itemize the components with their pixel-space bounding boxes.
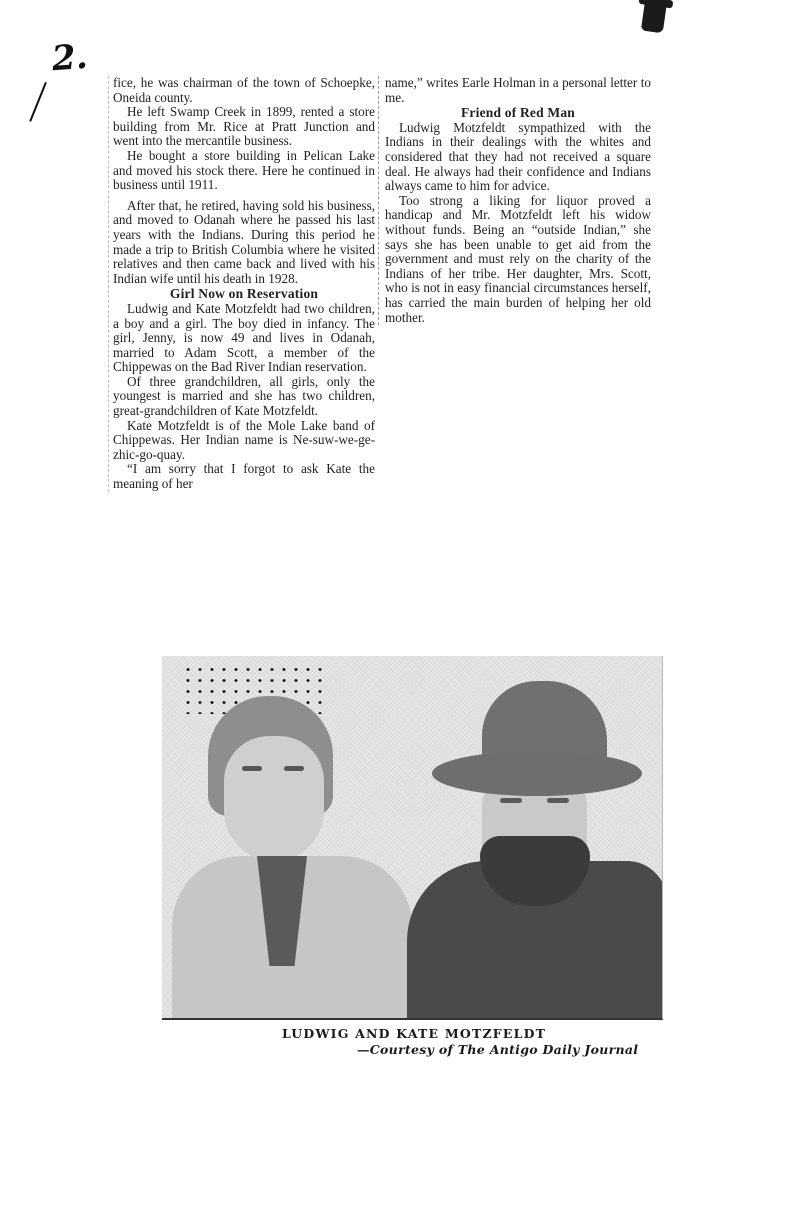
subheading: Girl Now on Reservation xyxy=(169,286,319,302)
man-eye xyxy=(500,798,522,803)
page-number: 2. xyxy=(50,36,89,80)
man-eye xyxy=(547,798,569,803)
photo-credit: —Courtesy of The Antigo Daily Journal xyxy=(357,1042,639,1057)
paragraph: name,” writes Earle Holman in a personal letter to me. xyxy=(385,75,651,105)
paragraph: He left Swamp Creek in 1899, rented a store building from Mr. Rice at Pratt Junction and went into the mercantile business. xyxy=(113,104,375,149)
ink-blot xyxy=(641,0,667,33)
paragraph: Too strong a liking for liquor proved a handicap and Mr. Motzfeldt left his widow without funds. Being an “outside Indian,” she says she has been unable to get aid from the government and must rely on the charity of the Indians of her tribe. Her daughter, Mrs. Scott, who is not in easy financial circumstances herself, has carried the main burden of helping her old mother. xyxy=(385,192,651,325)
woman-eye xyxy=(242,766,262,771)
article-column-right xyxy=(378,76,651,325)
woman-eye xyxy=(284,766,304,771)
paragraph: Kate Motzfeldt is of the Mole Lake band of Chippewas. Her Indian name is Ne-suw-we-ge-zhic-go-quay. xyxy=(113,417,375,462)
woman-figure-face xyxy=(224,736,324,861)
paragraph: He bought a store building in Pelican Lake and moved his stock there. Here he continued in business until 1911. xyxy=(113,147,375,193)
margin-pen-mark xyxy=(29,82,47,122)
article-column-left xyxy=(108,76,375,492)
paragraph: fice, he was chairman of the town of Schoepke, Oneida county. xyxy=(113,75,375,105)
photo-caption: LUDWIG AND KATE MOTZFELDT xyxy=(282,1026,547,1041)
paragraph: Of three grandchildren, all girls, only the youngest is married and she has two children, great-grandchildren of Kate Motzfeldt. xyxy=(113,373,375,419)
paragraph: Ludwig and Kate Motzfeldt had two children, a boy and a girl. The boy died in infancy. The girl, Jenny, is now 49 and lives in Odanah, married to Adam Scott, a member of the Chippewas on the Bad River Indian reservation. xyxy=(113,300,375,375)
paragraph: After that, he retired, having sold his business, and moved to Odanah where he passed his last years with the Indians. During this period he made a trip to British Columbia where he visited relatives and then came back and lived with his Indian wife until his death in 1928. xyxy=(113,197,375,286)
paragraph: “I am sorry that I forgot to ask Kate the meaning of her xyxy=(113,461,375,492)
paragraph: Ludwig Motzfeldt sympathized with the Indians in their dealings with the whites and considered that they had not received a square deal. He always had their confidence and Indians always came to him for advice. xyxy=(385,119,651,194)
subheading: Friend of Red Man xyxy=(460,105,576,121)
portrait-photo xyxy=(162,656,663,1020)
man-hat-brim xyxy=(432,751,642,796)
